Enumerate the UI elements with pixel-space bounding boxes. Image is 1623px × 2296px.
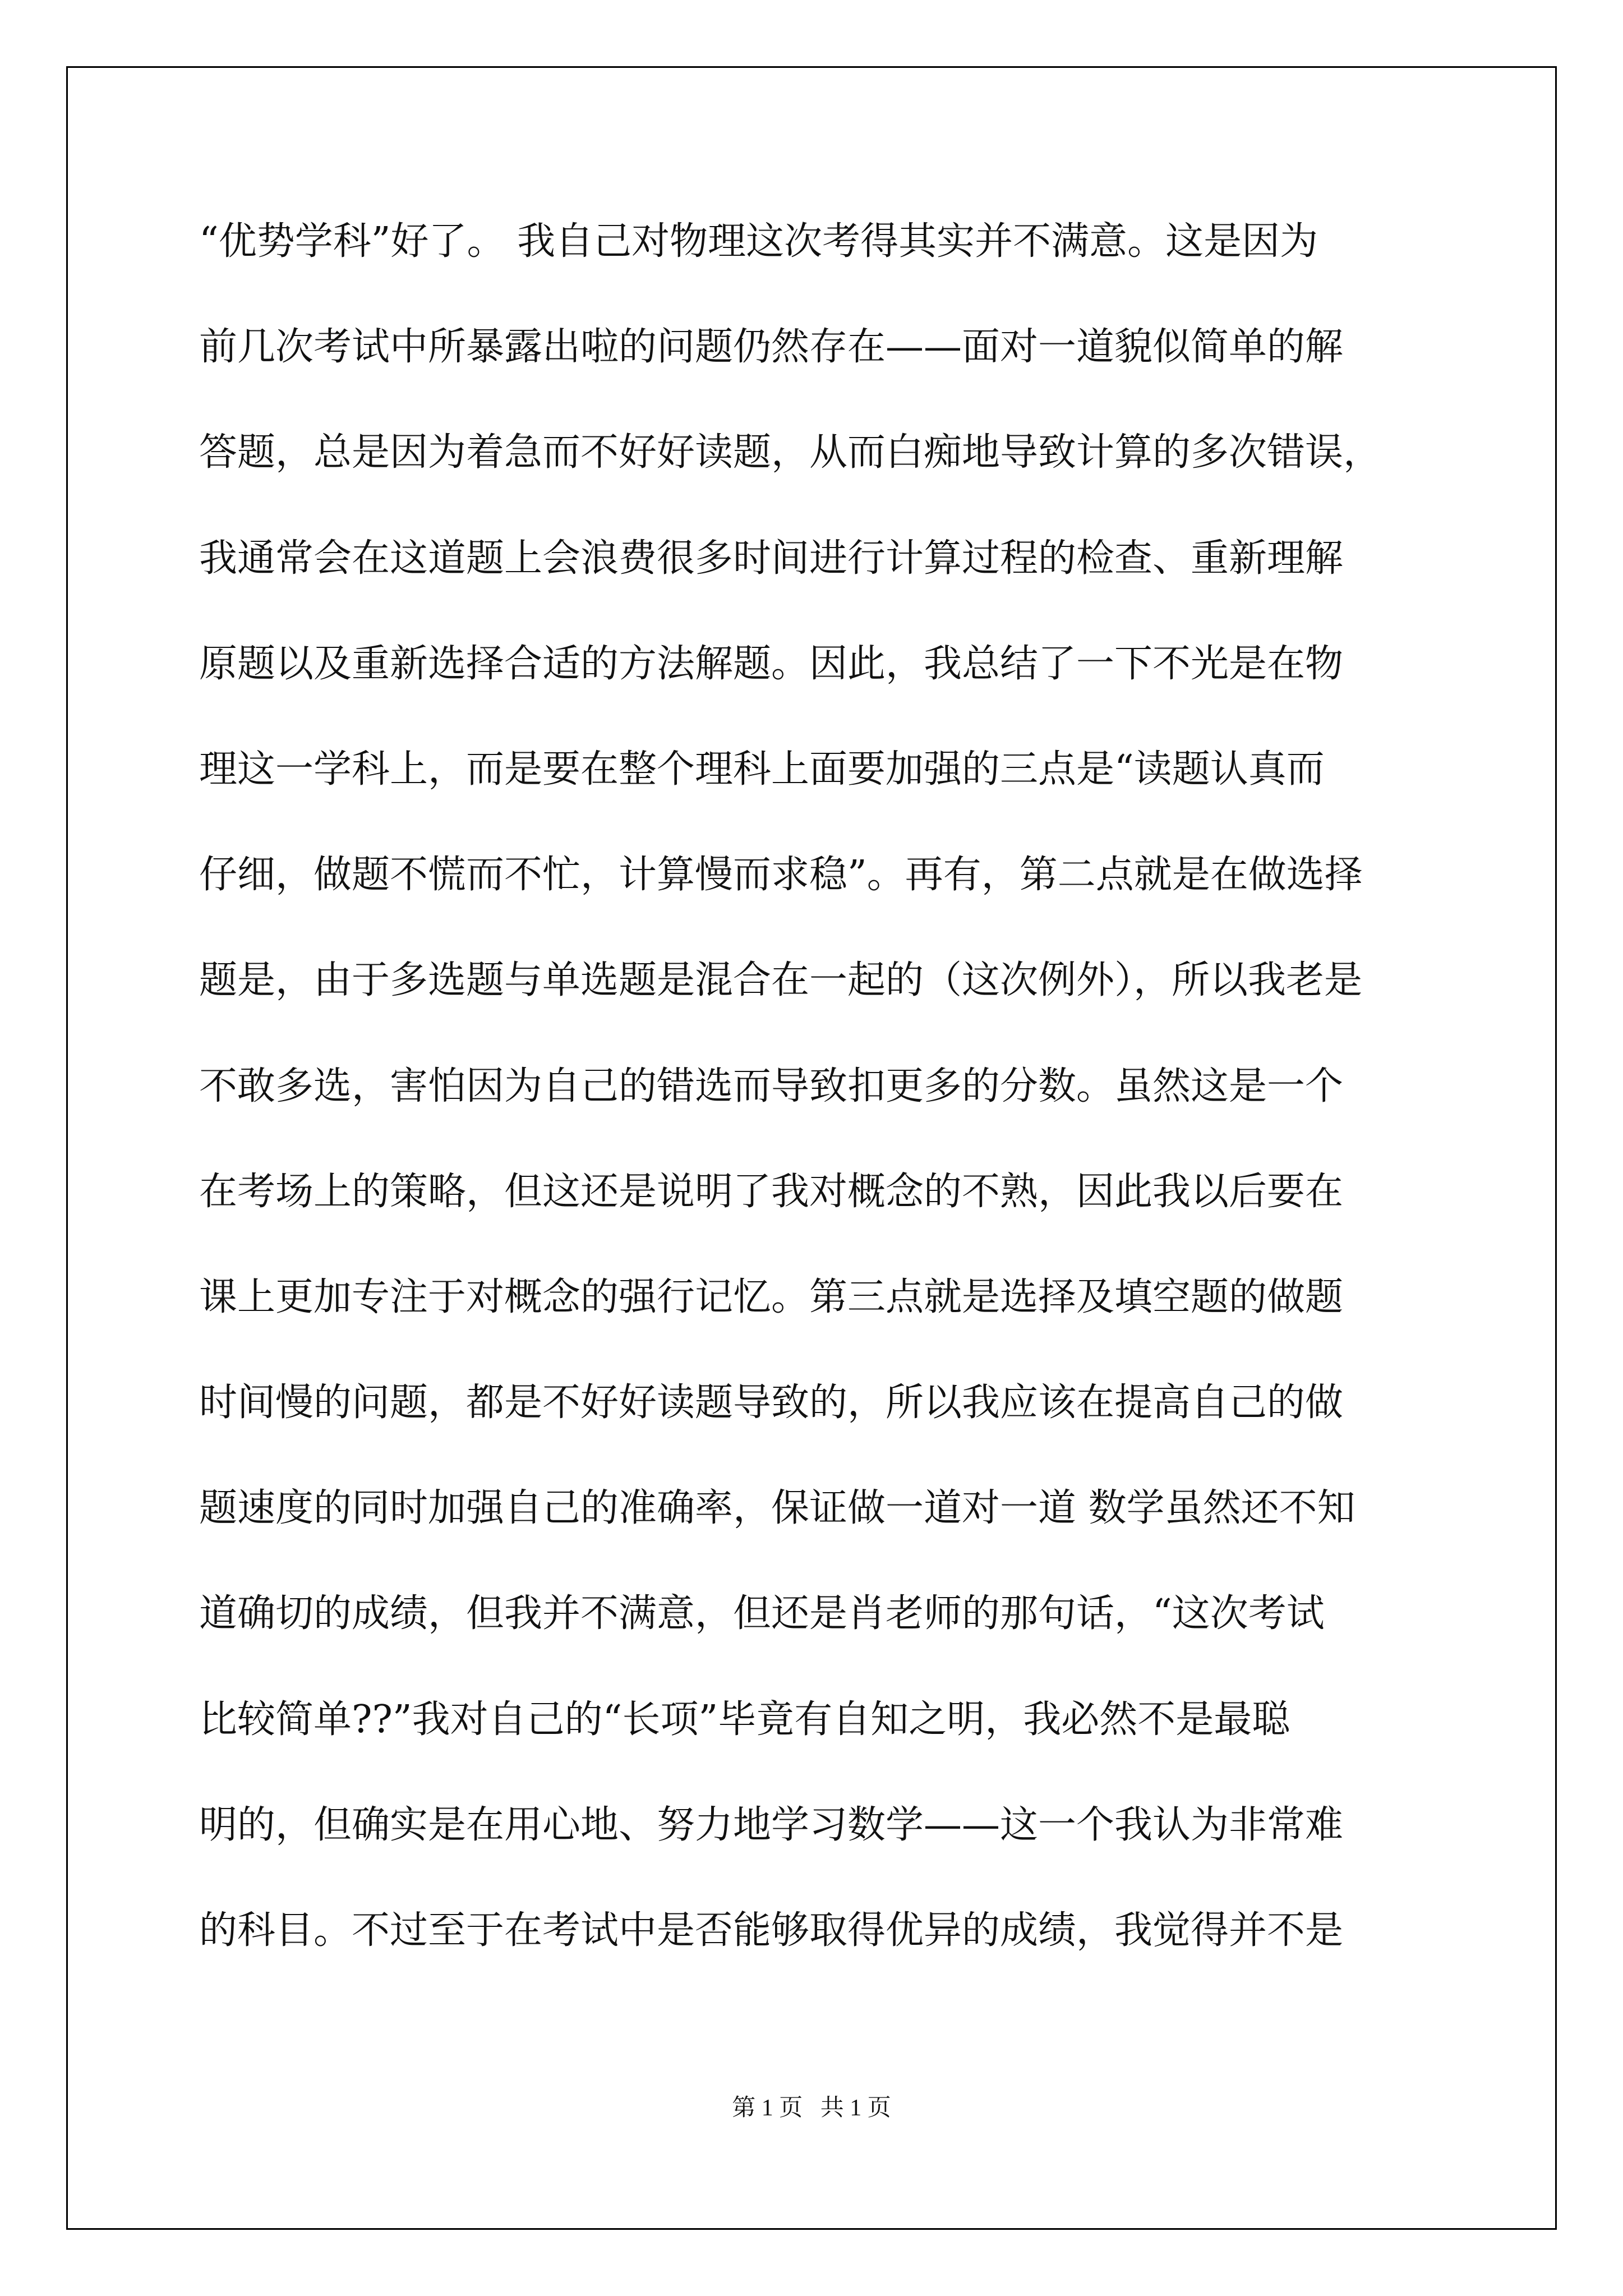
text-line: 仔细，做题不慌而不忙，计算慢而求稳”。再有，第二点就是在做选择 bbox=[199, 853, 1363, 898]
text-line: 课上更加专注于对概念的强行记忆。第三点就是选择及填空题的做题 bbox=[199, 1274, 1344, 1319]
text-line: 前几次考试中所暴露出啦的问题仍然存在——面对一道貌似简单的解 bbox=[199, 325, 1344, 370]
text-line: 原题以及重新选择合适的方法解题。因此，我总结了一下不光是在物 bbox=[199, 641, 1344, 686]
text-line: 道确切的成绩，但我并不满意，但还是肖老师的那句话，“这次考试 bbox=[199, 1591, 1325, 1636]
text-line: 在考场上的策略，但这还是说明了我对概念的不熟，因此我以后要在 bbox=[199, 1169, 1344, 1214]
text-line: 答题，总是因为着急而不好好读题，从而白痴地导致计算的多次错误， bbox=[199, 430, 1382, 475]
text-line: “优势学科”好了。 我自己对物理这次考得其实并不满意。这是因为 bbox=[199, 219, 1318, 264]
text-line: 的科目。不过至于在考试中是否能够取得优异的成绩，我觉得并不是 bbox=[199, 1908, 1344, 1953]
document-body bbox=[199, 215, 1433, 2010]
text-line: 不敢多选，害怕因为自己的错选而导致扣更多的分数。虽然这是一个 bbox=[199, 1064, 1344, 1108]
text-line: 题是，由于多选题与单选题是混合在一起的（这次例外），所以我老是 bbox=[199, 958, 1363, 1003]
text-line: 理这一学科上，而是要在整个理科上面要加强的三点是“读题认真而 bbox=[199, 747, 1325, 792]
page-footer: 第 1 页 共 1 页 bbox=[732, 2095, 891, 2121]
text-line: 题速度的同时加强自己的准确率，保证做一道对一道 数学虽然还不知 bbox=[199, 1486, 1355, 1531]
text-line: 比较简单??”我对自己的“长项”毕竟有自知之明，我必然不是最聪 bbox=[199, 1697, 1290, 1742]
text-line: 时间慢的问题，都是不好好读题导致的，所以我应该在提高自己的做 bbox=[199, 1381, 1344, 1425]
text-line: 明的，但确实是在用心地、努力地学习数学——这一个我认为非常难 bbox=[199, 1802, 1344, 1847]
text-line: 我通常会在这道题上会浪费很多时间进行计算过程的检查、重新理解 bbox=[199, 536, 1344, 581]
